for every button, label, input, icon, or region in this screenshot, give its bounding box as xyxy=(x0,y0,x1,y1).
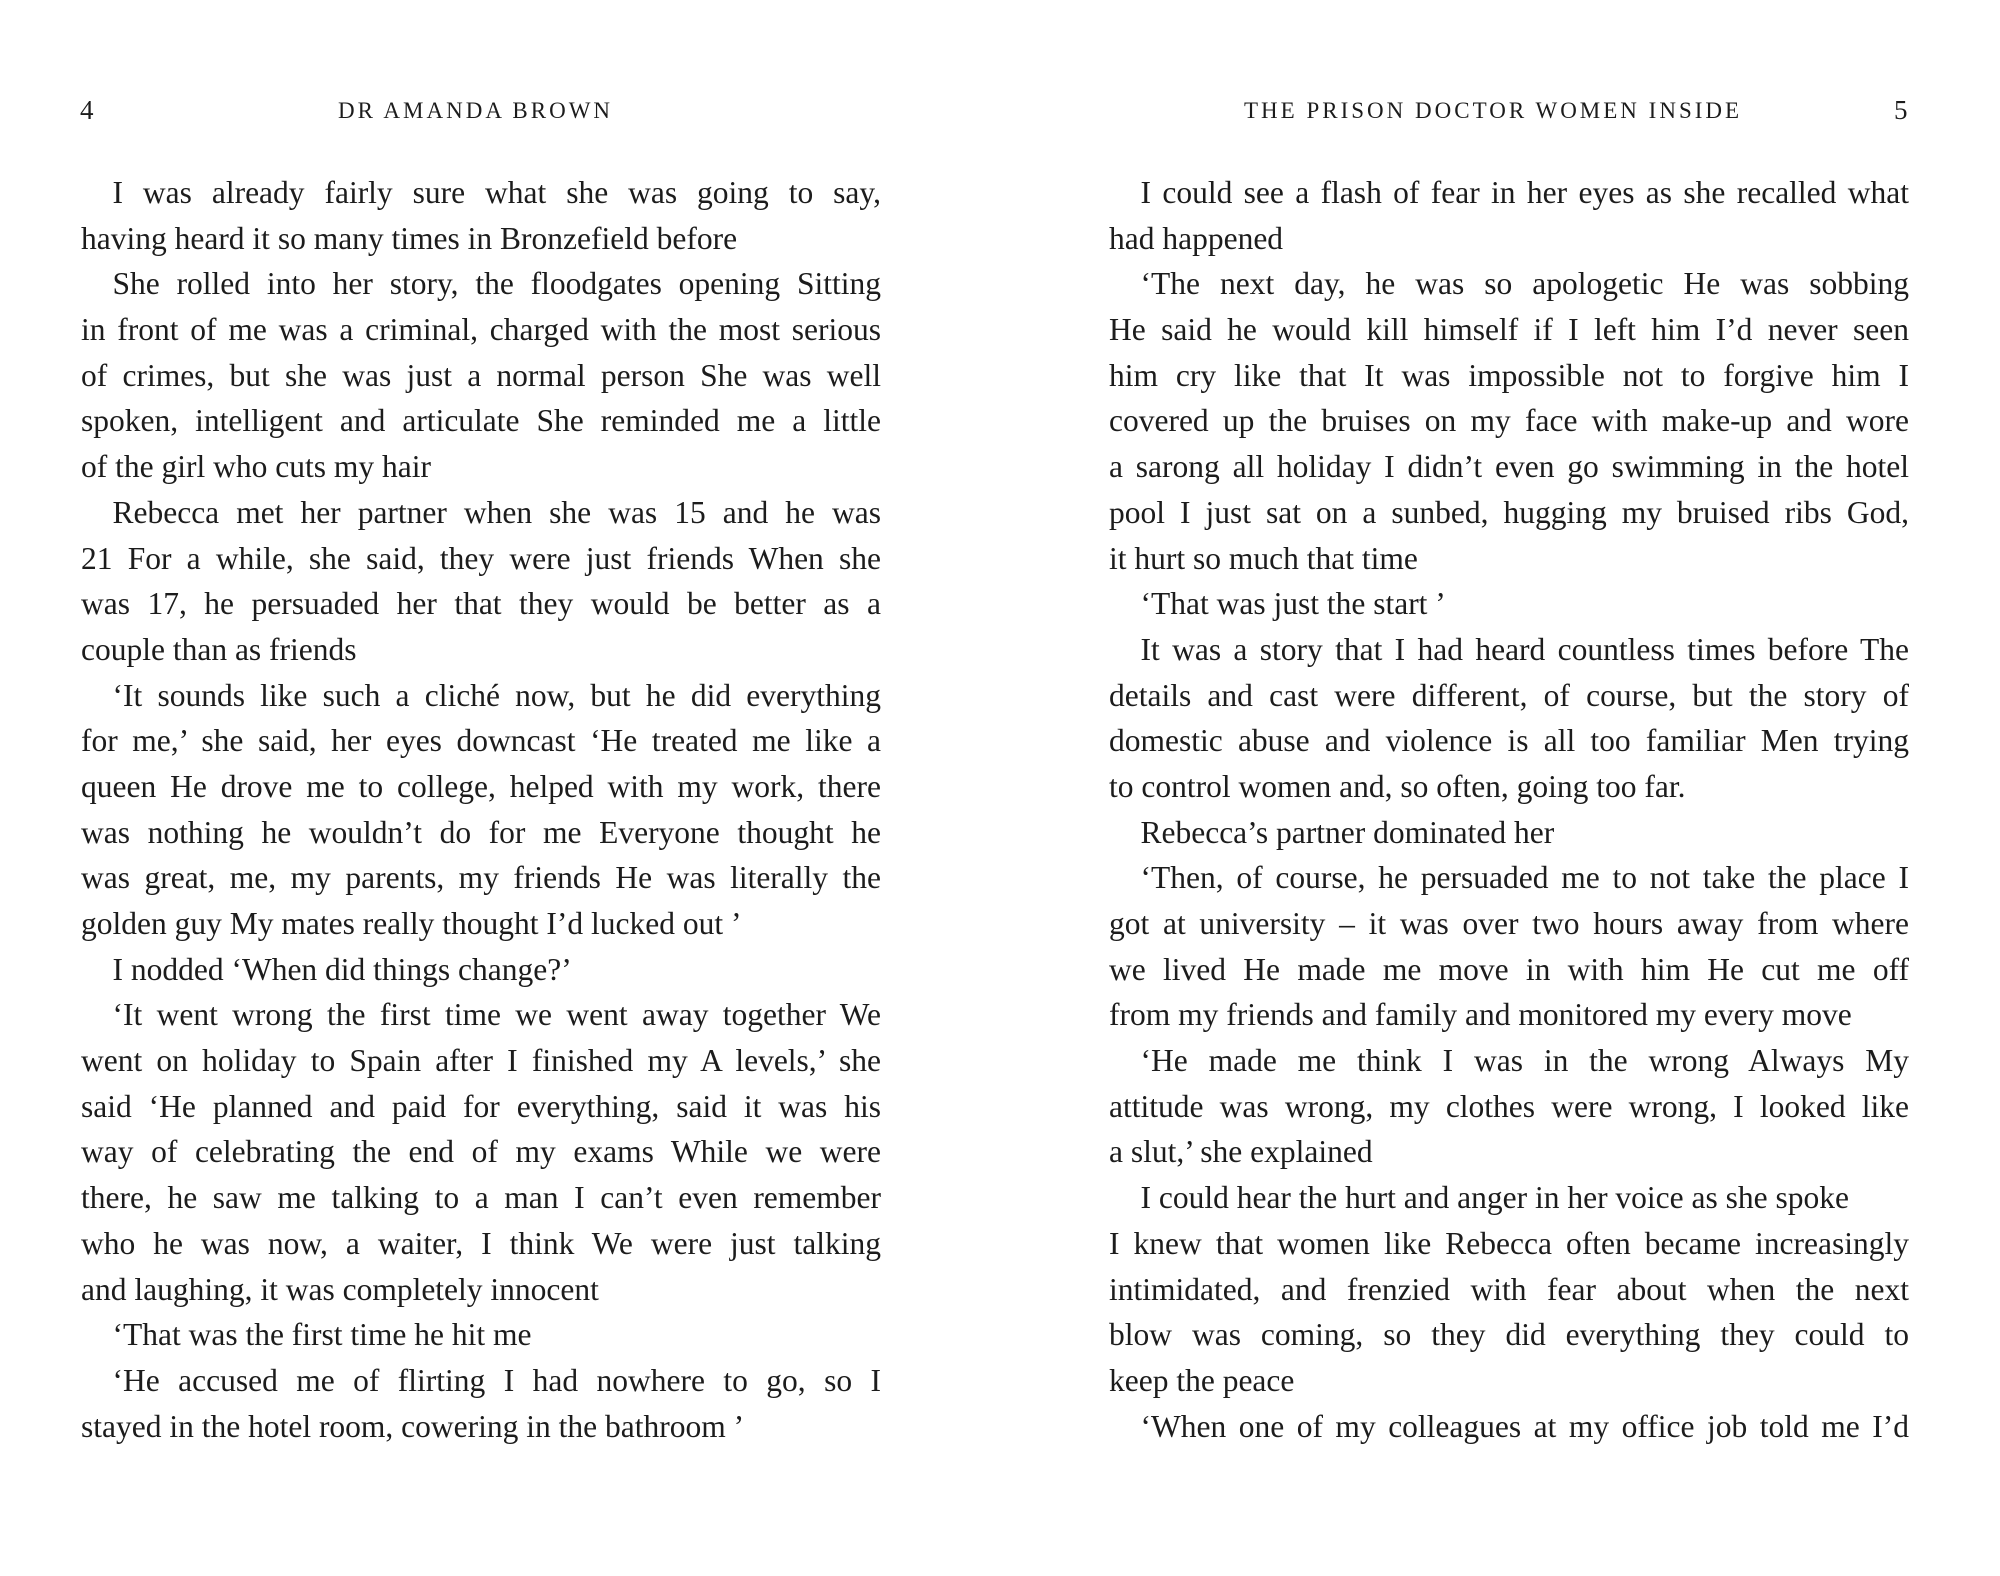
text-line: pool I just sat on a sunbed, hugging my bruised ribs God, xyxy=(1109,494,1909,530)
text-line: 21 For a while, she said, they were just friends When she xyxy=(81,540,881,576)
text-line: said ‘He planned and paid for everything, said it was his xyxy=(81,1088,881,1124)
text-line: went on holiday to Spain after I finished my A levels,’ she xyxy=(81,1043,881,1079)
text-line: having heard it so many times in Bronzefield before xyxy=(81,220,738,256)
text-line: stayed in the hotel room, cowering in the bathroom ’ xyxy=(81,1408,745,1444)
text-line: intimidated, and frenzied with fear about when the next xyxy=(1109,1271,1909,1307)
text-line: had happened xyxy=(1109,220,1284,256)
text-line: of crimes, but she was just a normal person She was well xyxy=(81,357,881,393)
text-line: couple than as friends xyxy=(81,631,357,667)
text-line: ‘When one of my colleagues at my office job told me I’d xyxy=(1109,1408,1909,1444)
text-line: keep the peace xyxy=(1109,1362,1295,1398)
text-line: was great, me, my parents, my friends He was literally the xyxy=(81,860,881,896)
text-line: ‘That was just the start ’ xyxy=(1109,586,1446,622)
text-line: It was a story that I had heard countless times before The xyxy=(1109,631,1909,667)
text-line: He said he would kill himself if I left him I’d never seen xyxy=(1109,312,1909,348)
text-line: we lived He made me move in with him He cut me off xyxy=(1109,951,1909,987)
text-line: him cry like that It was impossible not to forgive him I xyxy=(1109,357,1909,393)
text-line: in front of me was a criminal, charged with the most serious xyxy=(81,312,881,348)
text-line: I could see a flash of fear in her eyes as she recalled what xyxy=(1109,175,1909,210)
text-line: to control women and, so often, going too far. xyxy=(1109,768,1686,804)
text-line: there, he saw me talking to a man I can’t even remember xyxy=(81,1180,881,1216)
text-line: it hurt so much that time xyxy=(1109,540,1418,576)
text-line: details and cast were different, of course, but the story of xyxy=(1109,677,1909,713)
text-line: from my friends and family and monitored my every move xyxy=(1109,997,1852,1033)
text-line: golden guy My mates really thought I’d lucked out ’ xyxy=(81,906,742,941)
text-line: was nothing he wouldn’t do for me Everyone thought he xyxy=(81,814,881,850)
text-line: ‘He accused me of flirting I had nowhere to go, so I xyxy=(81,1362,881,1398)
text-line: got at university – it was over two hours away from where xyxy=(1109,906,1909,941)
right-page xyxy=(1000,0,2000,1576)
text-line: ‘That was the first time he hit me xyxy=(81,1317,532,1353)
text-line: for me,’ she said, her eyes downcast ‘He treated me like a xyxy=(81,723,881,759)
running-head-author: DR AMANDA BROWN xyxy=(338,98,614,123)
text-line: of the girl who cuts my hair xyxy=(81,449,431,485)
text-line: attitude was wrong, my clothes were wrong, I looked like xyxy=(1109,1088,1909,1124)
body-text xyxy=(81,170,881,1449)
text-line: and laughing, it was completely innocent xyxy=(81,1271,599,1307)
text-line: ‘It went wrong the first time we went away together We xyxy=(81,997,881,1033)
text-line: I was already fairly sure what she was going to say, xyxy=(81,175,881,210)
text-line: a sarong all holiday I didn’t even go swimming in the hotel xyxy=(1109,449,1909,485)
text-line: Rebecca met her partner when she was 15 and he was xyxy=(81,494,881,530)
text-line: Rebecca’s partner dominated her xyxy=(1109,814,1555,850)
text-line: blow was coming, so they did everything they could to xyxy=(1109,1317,1909,1353)
text-line: I could hear the hurt and anger in her voice as she spoke xyxy=(1109,1180,1849,1216)
text-line: ‘He made me think I was in the wrong Always My xyxy=(1109,1043,1909,1079)
text-line: who he was now, a waiter, I think We were just talking xyxy=(81,1225,881,1261)
text-line: I knew that women like Rebecca often became increasingly xyxy=(1109,1225,1909,1261)
text-line: way of celebrating the end of my exams While we were xyxy=(81,1134,881,1170)
page-number: 5 xyxy=(1894,95,1908,125)
text-line: was 17, he persuaded her that they would be better as a xyxy=(81,586,881,622)
body-text xyxy=(1109,170,1909,1449)
text-line: ‘The next day, he was so apologetic He was sobbing xyxy=(1109,266,1909,302)
text-line: ‘Then, of course, he persuaded me to not take the place I xyxy=(1109,860,1909,896)
page-number: 4 xyxy=(80,95,94,125)
text-line: ‘It sounds like such a cliché now, but he did everything xyxy=(81,677,881,713)
text-line: a slut,’ she explained xyxy=(1109,1134,1373,1170)
text-line: She rolled into her story, the floodgates opening Sitting xyxy=(81,266,881,302)
text-line: I nodded ‘When did things change?’ xyxy=(81,951,572,987)
running-head-title: THE PRISON DOCTOR WOMEN INSIDE xyxy=(1244,98,1743,123)
text-line: domestic abuse and violence is all too familiar Men trying xyxy=(1109,723,1909,759)
text-line: queen He drove me to college, helped with my work, there xyxy=(81,768,881,804)
text-line: covered up the bruises on my face with make-up and wore xyxy=(1109,403,1909,439)
text-line: spoken, intelligent and articulate She reminded me a little xyxy=(81,403,881,439)
